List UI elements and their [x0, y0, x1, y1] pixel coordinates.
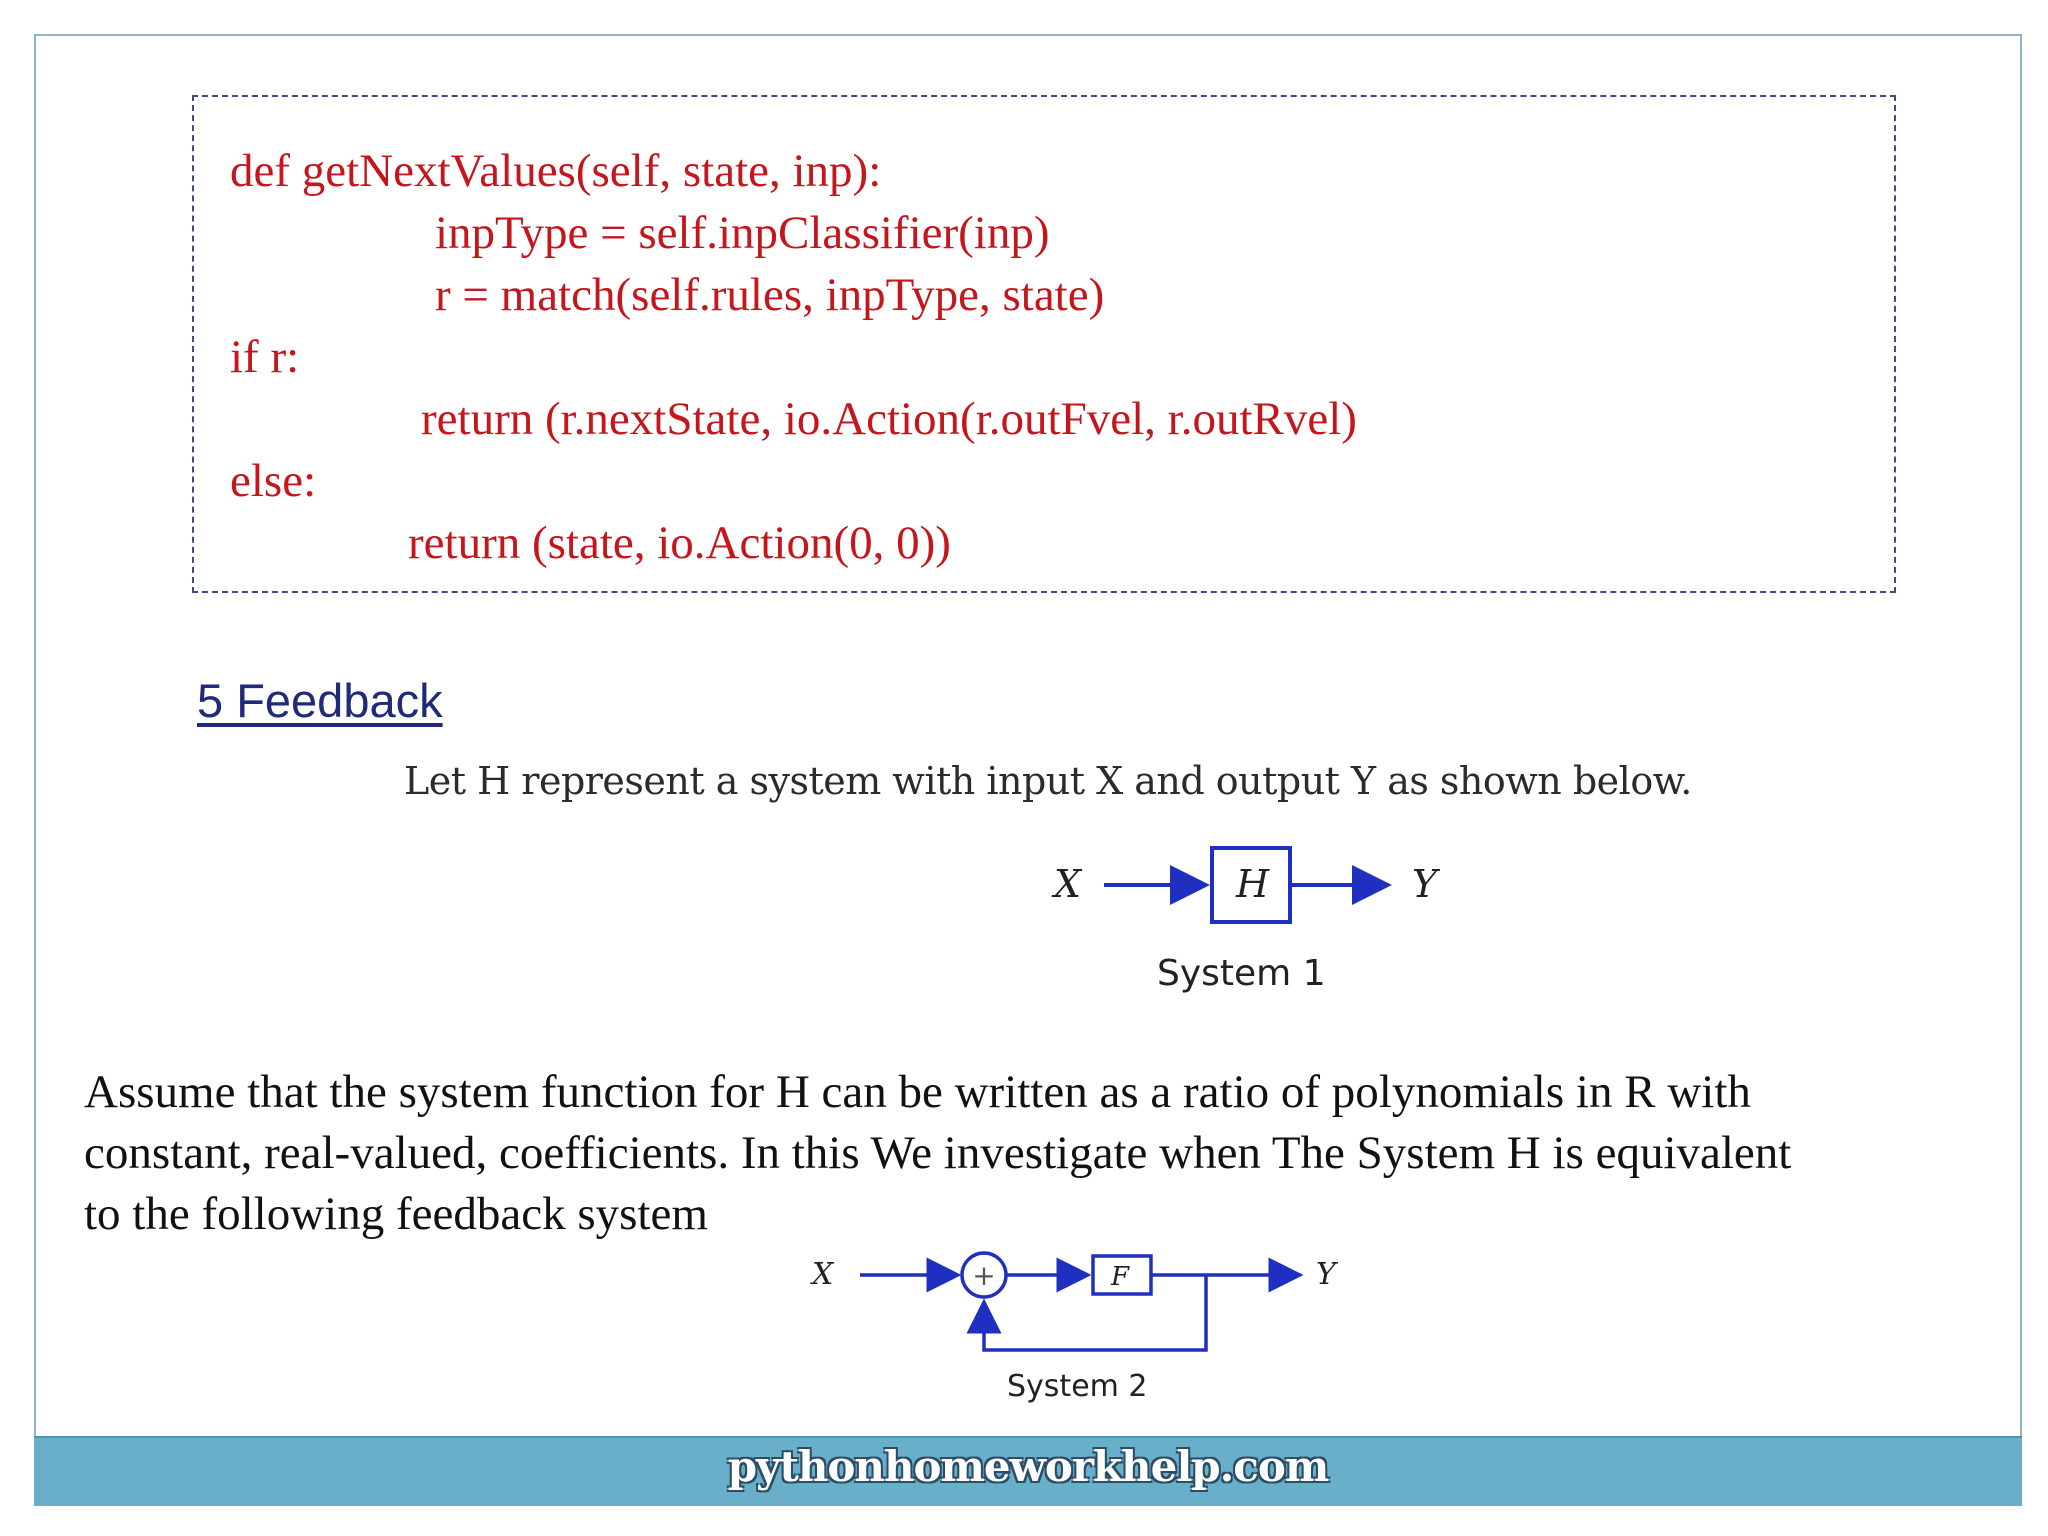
- system1-input-label: X: [1054, 862, 1082, 906]
- system1-caption: System 1: [1157, 953, 1326, 994]
- system1-block-label: H: [1236, 862, 1270, 906]
- system2-adder-label: +: [972, 1259, 996, 1292]
- system2-block-label: F: [1111, 1262, 1130, 1292]
- code-line-return-next: return (r.nextState, io.Action(r.outFvel, r.outRvel): [421, 393, 1357, 445]
- section-heading-feedback[interactable]: 5 Feedback: [197, 674, 443, 727]
- code-line-return-default: return (state, io.Action(0, 0)): [408, 517, 951, 569]
- body-paragraph: [84, 1062, 1984, 1245]
- system1-diagram: [1040, 840, 1460, 930]
- footer-site-link[interactable]: pythonhomeworkhelp.com: [727, 1442, 1329, 1491]
- system2-input-label: X: [812, 1257, 834, 1292]
- code-line-def: def getNextValues(self, state, inp):: [230, 145, 882, 197]
- code-line-if: if r:: [230, 331, 300, 383]
- system-intro-text: Let H represent a system with input X and output Y as shown below.: [404, 759, 1692, 803]
- paragraph-line: to the following feedback system: [84, 1188, 708, 1240]
- paragraph-line: Assume that the system function for H can be written as a ratio of polynomials in R with: [84, 1066, 1751, 1118]
- system2-diagram: [810, 1250, 1370, 1360]
- code-line-match: r = match(self.rules, inpType, state): [435, 269, 1105, 321]
- code-line-else: else:: [230, 455, 317, 507]
- system2-caption: System 2: [1007, 1369, 1148, 1404]
- footer-bar: [34, 1436, 2022, 1506]
- system2-output-label: Y: [1316, 1257, 1336, 1292]
- system1-output-label: Y: [1412, 862, 1438, 906]
- paragraph-line: constant, real-valued, coefficients. In this We investigate when The System H is equivalent: [84, 1127, 1792, 1179]
- code-line-inptype: inpType = self.inpClassifier(inp): [435, 207, 1050, 259]
